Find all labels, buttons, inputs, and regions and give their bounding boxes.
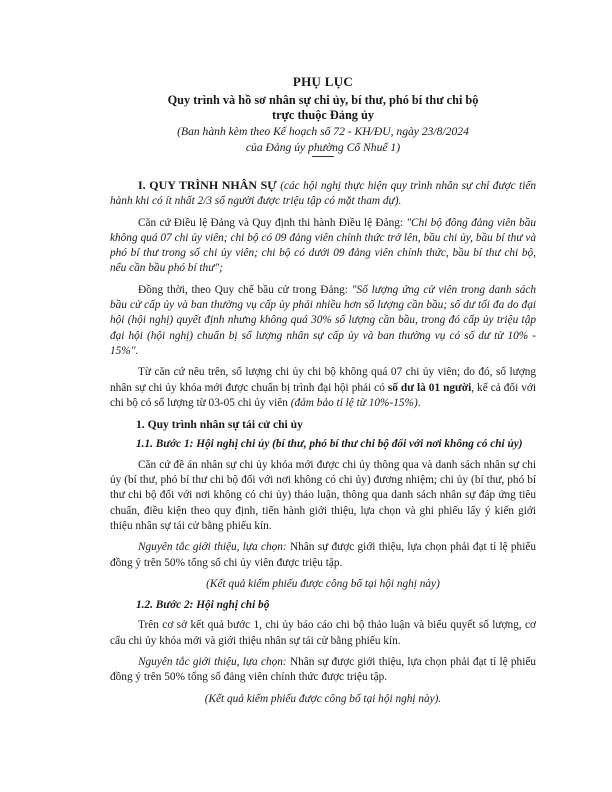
issued-note-line1: (Ban hành kèm theo Kế hoạch số 72 - KH/ĐU, ngày 23/8/2024 — [177, 125, 469, 138]
step1-result-note: (Kết quả kiểm phiếu được công bố tại hội nghị này) — [206, 577, 440, 590]
principle-label: Nguyên tắc giới thiệu, lựa chọn: — [138, 656, 287, 669]
conclusion-end: . — [417, 396, 421, 409]
step2-principle — [110, 655, 536, 686]
header-divider — [312, 156, 334, 157]
principle-text: Nhân sự được giới thiệu, lựa chọn phải đạt tỉ lệ phiếu đồng ý trên 50% tổng số đảng viên chính thức được triệu tập. — [110, 656, 537, 684]
paragraph-lead: Đồng thời, theo Quy chế bầu cử trong Đảng: — [138, 283, 352, 296]
paragraph-election-rules — [110, 283, 536, 359]
surplus-emphasis: số dư là 01 người — [387, 381, 472, 394]
paragraph-lead: Căn cứ Điều lệ Đảng và Quy định thi hành Điều lệ Đảng: — [138, 216, 407, 229]
ratio-note: (đảm bảo tỉ lệ từ 10%-15%) — [290, 396, 418, 409]
document-subtitle-line1: Quy trình và hồ sơ nhân sự chi ủy, bí thư, phó bí thư chi bộ — [167, 93, 479, 107]
principle-text: Nhân sự được giới thiệu, lựa chọn phải đạt tỉ lệ phiếu đồng ý trên 50% tổng số chi ủy viên được triệu tập. — [110, 541, 537, 569]
document-body — [110, 178, 536, 707]
subsection-heading: 1. Quy trình nhân sự tái cử chi ủy — [136, 418, 303, 432]
document-subtitle-line2: trực thuộc Đảng ủy — [272, 108, 374, 122]
charter-quote: "Chi bộ đông đảng viên bầu không quá 07 chi ủy viên; chi bộ có 09 đảng viên chính thức trở lên, bầu chi ủy, bầu bí thư và phó bí thư trong số chi ủy viên; chi bộ có dưới 09 đảng viên chính thức, bầu bí thư chi bộ, nếu cần bầu phó bí thư"; — [110, 216, 537, 275]
issued-note-line2: của Đảng ủy phường Cổ Nhuế 1) — [245, 141, 401, 154]
section-note: (các hội nghị thực hiện quy trình nhân sự chỉ được tiến hành khi có ít nhất 2/3 số người được triệu tập có mặt tham dự). — [110, 180, 536, 208]
paragraph-conclusion — [110, 365, 536, 411]
step1-body: Căn cứ đề án nhân sự chi ủy khóa mới được chi ủy thông qua và danh sách nhân sự chi ủy (bí thư, phó bí thư chi bộ đối với nơi không có chi ủy) đương nhiệm; chi ủy (bí thư, phó bí thư chi bộ đối với nơi không có chi ủy) thảo luận, thông qua danh sách nhân sự đáp ứng tiêu chuẩn, điều kiện theo quy định, tiến hành giới thiệu, lựa chọn và ghi phiếu lấy ý kiến giới thiệu nhân sự tái cử bằng phiếu kín. — [110, 458, 536, 532]
step2-heading: 1.2. Bước 2: Hội nghị chi bộ — [136, 599, 270, 612]
election-rules-quote: "Số lượng ứng cử viên trong danh sách bầu cử cấp ủy và ban thường vụ cấp ủy phải nhiều hơn số lượng cần bầu; số dư tối đa do đại hội (hội nghị) quyết định nhưng không quá 30% số lượng cần bầu, trong đó cấp ủy triệu tập đại hội (hội nghị) chuẩn bị số lượng nhân sự cấp ủy và ban thường vụ có số dư từ 10% - 15%". — [110, 283, 537, 357]
step2-body: Trên cơ sở kết quả bước 1, chi ủy báo cáo chi bộ thảo luận và biểu quyết số lượng, cơ cấu chi ủy khóa mới và giới thiệu nhân sự tái cử bằng phiếu kín. — [110, 619, 536, 647]
step2-result-note: (Kết quả kiểm phiếu được công bố tại hội nghị này). — [204, 692, 442, 705]
step1-heading: 1.1. Bước 1: Hội nghị chi ủy (bí thư, phó bí thư chi bộ đối với nơi không có chi ủy) — [136, 438, 523, 451]
paragraph-party-charter — [110, 216, 536, 277]
section-heading — [110, 178, 536, 210]
section-label: I. QUY TRÌNH NHÂN SỰ — [138, 178, 277, 192]
conclusion-text-mid: , kể cả đối với chi bộ có số lượng từ 03-05 chi ủy viên — [110, 381, 536, 409]
principle-label: Nguyên tắc giới thiệu, lựa chọn: — [138, 541, 287, 554]
conclusion-text: Từ căn cứ nêu trên, số lượng chi ủy chi bộ không quá 07 chi ủy viên; do đó, số lượng nhân sự chi ủy khóa mới được chuẩn bị trình đại hội phải có — [110, 366, 536, 394]
page-title: PHỤ LỤC — [292, 74, 354, 89]
document-header — [110, 74, 536, 157]
step1-principle — [110, 540, 536, 571]
